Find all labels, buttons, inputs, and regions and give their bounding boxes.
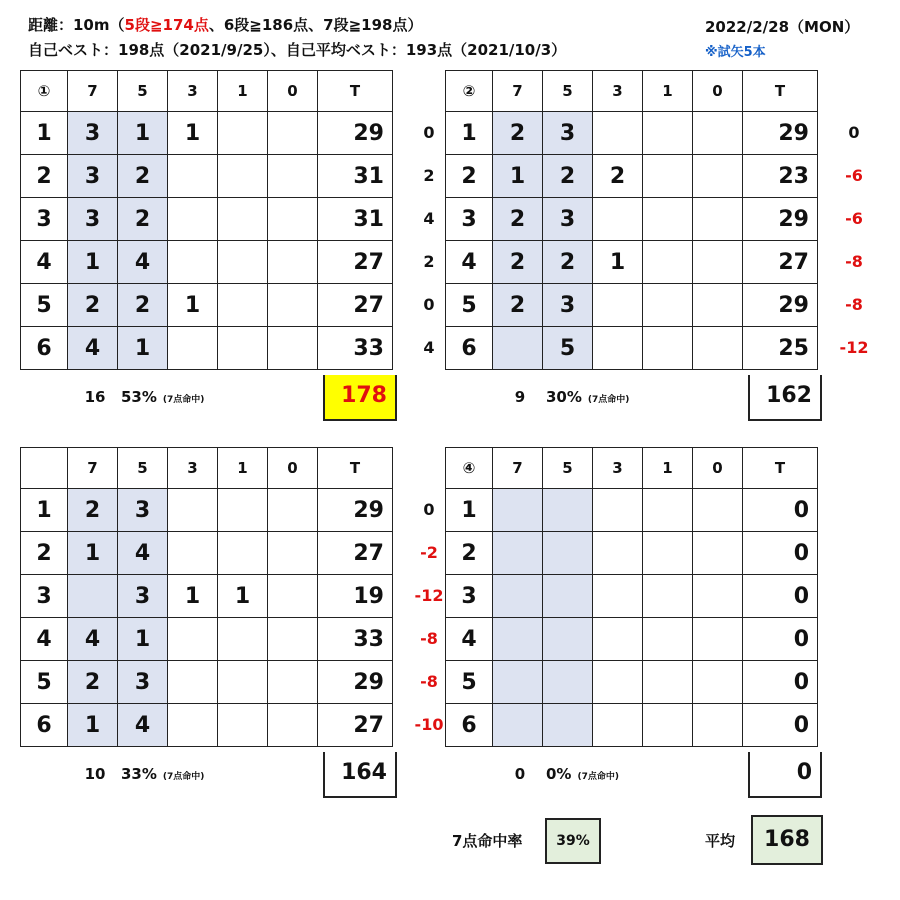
- column-header: 5: [543, 71, 593, 112]
- count-cell: [543, 618, 593, 661]
- table-row: [446, 198, 818, 241]
- header-line1: [28, 14, 422, 35]
- count-cell: [543, 489, 593, 532]
- diff-value: -2: [420, 543, 438, 562]
- average-value: 168: [764, 827, 810, 852]
- table-row: [446, 661, 818, 704]
- diff-value: 4: [423, 209, 435, 228]
- end-number: 4: [21, 618, 68, 661]
- diff-value: -6: [845, 209, 863, 228]
- end-total: 27: [318, 704, 393, 747]
- count-cell: 4: [68, 618, 118, 661]
- table-row: [446, 241, 818, 284]
- count-cell: [693, 112, 743, 155]
- count-cell: [268, 704, 318, 747]
- rate-note: (7点命中): [587, 395, 630, 405]
- end-total: 29: [318, 112, 393, 155]
- count-cell: [268, 661, 318, 704]
- table-row: [21, 327, 393, 370]
- count-cell: 5: [543, 327, 593, 370]
- column-header: 5: [118, 71, 168, 112]
- count-cell: [168, 241, 218, 284]
- column-header: T: [318, 448, 393, 489]
- count-cell: 4: [118, 704, 168, 747]
- end-total: 27: [318, 284, 393, 327]
- end-total: 19: [318, 575, 393, 618]
- count-cell: 3: [118, 575, 168, 618]
- count-cell: [593, 618, 643, 661]
- end-total: 29: [743, 284, 818, 327]
- count-cell: [643, 489, 693, 532]
- count-cell: 1: [218, 575, 268, 618]
- count-cell: [643, 155, 693, 198]
- seven-count: 16: [84, 388, 106, 406]
- rate-note: (7点命中): [577, 772, 619, 782]
- seven-rate-label: 7点命中率: [452, 832, 523, 850]
- column-header: 0: [268, 71, 318, 112]
- count-cell: [168, 489, 218, 532]
- count-cell: 3: [68, 112, 118, 155]
- end-total: 29: [318, 661, 393, 704]
- rate-note: (7点命中): [162, 395, 205, 405]
- table-row: [446, 284, 818, 327]
- count-cell: [693, 327, 743, 370]
- end-total: 0: [743, 661, 818, 704]
- count-cell: 1: [168, 112, 218, 155]
- table-row: [446, 575, 818, 618]
- column-header: 1: [218, 448, 268, 489]
- count-cell: 1: [118, 112, 168, 155]
- count-cell: 2: [543, 241, 593, 284]
- score-table: [20, 70, 393, 370]
- grade5-threshold: 5段≧174点: [124, 16, 209, 34]
- seven-count: 9: [514, 388, 526, 406]
- count-cell: 2: [493, 241, 543, 284]
- table-row: [21, 575, 393, 618]
- count-cell: 2: [118, 284, 168, 327]
- end-total: 23: [743, 155, 818, 198]
- count-cell: 3: [118, 661, 168, 704]
- count-cell: [218, 112, 268, 155]
- count-cell: 1: [168, 575, 218, 618]
- count-cell: 2: [493, 284, 543, 327]
- end-total: 29: [318, 489, 393, 532]
- count-cell: [168, 532, 218, 575]
- diff-value: 0: [423, 295, 435, 314]
- count-cell: 1: [118, 618, 168, 661]
- count-cell: [218, 704, 268, 747]
- count-cell: 4: [118, 241, 168, 284]
- grand-total: 178: [323, 375, 397, 421]
- rate-note: (7点命中): [162, 772, 205, 782]
- end-number: 6: [21, 704, 68, 747]
- table-row: [446, 155, 818, 198]
- count-cell: [643, 575, 693, 618]
- column-header: 7: [493, 448, 543, 489]
- count-cell: [218, 532, 268, 575]
- end-number: 3: [446, 198, 493, 241]
- column-header: 7: [493, 71, 543, 112]
- count-cell: [693, 155, 743, 198]
- diff-value: 0: [423, 500, 435, 519]
- count-cell: [643, 618, 693, 661]
- column-header: 1: [643, 448, 693, 489]
- end-number: 6: [446, 327, 493, 370]
- count-cell: 1: [493, 155, 543, 198]
- column-header: 0: [268, 448, 318, 489]
- date-text: 2022/2/28（MON）: [705, 18, 860, 36]
- count-cell: [493, 704, 543, 747]
- count-cell: [68, 575, 118, 618]
- count-cell: 3: [543, 284, 593, 327]
- table-row: [446, 704, 818, 747]
- count-cell: [168, 661, 218, 704]
- count-cell: [593, 284, 643, 327]
- table-row: [21, 241, 393, 284]
- table-row: [21, 112, 393, 155]
- count-cell: [593, 704, 643, 747]
- count-cell: [268, 618, 318, 661]
- diff-value: -8: [845, 252, 863, 271]
- count-cell: [168, 704, 218, 747]
- end-total: 29: [743, 198, 818, 241]
- column-header: 0: [693, 448, 743, 489]
- seven-hit-summary: [75, 765, 204, 783]
- column-header: 3: [168, 448, 218, 489]
- end-number: 3: [21, 575, 68, 618]
- count-cell: 3: [543, 112, 593, 155]
- count-cell: [218, 198, 268, 241]
- end-number: 2: [21, 532, 68, 575]
- count-cell: [493, 532, 543, 575]
- table-row: [21, 198, 393, 241]
- end-total: 0: [743, 618, 818, 661]
- end-number: 2: [446, 532, 493, 575]
- count-cell: 3: [118, 489, 168, 532]
- count-cell: [593, 489, 643, 532]
- diff-value: 2: [423, 166, 435, 185]
- end-number: 5: [21, 661, 68, 704]
- diff-value: 4: [423, 338, 435, 357]
- count-cell: [218, 155, 268, 198]
- end-number: 1: [446, 489, 493, 532]
- table-row: [446, 532, 818, 575]
- end-total: 27: [318, 241, 393, 284]
- count-cell: [643, 241, 693, 284]
- distance-text: 距離：10m（: [28, 16, 125, 34]
- column-header: 3: [593, 71, 643, 112]
- count-cell: [693, 489, 743, 532]
- end-total: 31: [318, 155, 393, 198]
- count-cell: [543, 575, 593, 618]
- end-total: 25: [743, 327, 818, 370]
- table-header-row: [446, 448, 818, 489]
- count-cell: 2: [593, 155, 643, 198]
- count-cell: [643, 284, 693, 327]
- diff-value: -10: [414, 715, 444, 734]
- end-total: 0: [743, 575, 818, 618]
- count-cell: [493, 327, 543, 370]
- count-cell: [593, 327, 643, 370]
- diff-value: 0: [848, 123, 860, 142]
- count-cell: [168, 198, 218, 241]
- end-total: 29: [743, 112, 818, 155]
- count-cell: [268, 575, 318, 618]
- count-cell: [693, 575, 743, 618]
- seven-rate-box: [545, 818, 601, 864]
- column-header: 7: [68, 448, 118, 489]
- end-number: 2: [21, 155, 68, 198]
- end-number: 4: [446, 618, 493, 661]
- seven-rate: 53%: [121, 388, 157, 406]
- count-cell: [593, 575, 643, 618]
- count-cell: [268, 327, 318, 370]
- seven-rate: 33%: [121, 765, 157, 783]
- table-row: [21, 661, 393, 704]
- grand-total: 164: [323, 752, 397, 798]
- header-line2: 自己ベスト：198点（2021/9/25）、自己平均ベスト：193点（2021/10/3）: [28, 41, 567, 59]
- end-number: 1: [21, 489, 68, 532]
- round-label: [21, 448, 68, 489]
- average-label: 平均: [705, 832, 736, 850]
- end-total: 0: [743, 489, 818, 532]
- count-cell: [168, 327, 218, 370]
- count-cell: [593, 532, 643, 575]
- count-cell: [593, 112, 643, 155]
- count-cell: [643, 327, 693, 370]
- count-cell: [543, 704, 593, 747]
- count-cell: [493, 661, 543, 704]
- count-cell: 4: [118, 532, 168, 575]
- diff-value: -8: [845, 295, 863, 314]
- seven-rate: 0%: [546, 765, 572, 783]
- diff-value: -6: [845, 166, 863, 185]
- column-header: T: [318, 71, 393, 112]
- table-row: [446, 618, 818, 661]
- column-header: T: [743, 71, 818, 112]
- count-cell: 2: [493, 198, 543, 241]
- count-cell: [643, 532, 693, 575]
- count-cell: [218, 241, 268, 284]
- count-cell: 2: [118, 198, 168, 241]
- seven-hit-summary: [75, 388, 204, 406]
- end-total: 0: [743, 532, 818, 575]
- count-cell: [643, 112, 693, 155]
- end-number: 2: [446, 155, 493, 198]
- seven-count: 0: [514, 765, 526, 783]
- count-cell: [543, 661, 593, 704]
- column-header: 1: [643, 71, 693, 112]
- round-label: ②: [446, 71, 493, 112]
- end-number: 1: [446, 112, 493, 155]
- count-cell: [593, 198, 643, 241]
- end-number: 4: [446, 241, 493, 284]
- diff-value: 0: [423, 123, 435, 142]
- count-cell: 2: [543, 155, 593, 198]
- round-label: ①: [21, 71, 68, 112]
- table-row: [446, 327, 818, 370]
- column-header: 0: [693, 71, 743, 112]
- table-row: [21, 532, 393, 575]
- end-total: 27: [743, 241, 818, 284]
- count-cell: [168, 155, 218, 198]
- score-table: [445, 447, 818, 747]
- table-header-row: [21, 448, 393, 489]
- count-cell: [218, 489, 268, 532]
- end-number: 5: [446, 284, 493, 327]
- table-row: [21, 489, 393, 532]
- end-number: 6: [446, 704, 493, 747]
- count-cell: [643, 704, 693, 747]
- end-number: 5: [21, 284, 68, 327]
- count-cell: 1: [68, 532, 118, 575]
- diff-value: -12: [414, 586, 444, 605]
- diff-value: 2: [423, 252, 435, 271]
- count-cell: 3: [68, 155, 118, 198]
- end-number: 3: [446, 575, 493, 618]
- count-cell: [168, 618, 218, 661]
- count-cell: [643, 661, 693, 704]
- score-table: [20, 447, 393, 747]
- score-table: [445, 70, 818, 370]
- count-cell: 4: [68, 327, 118, 370]
- count-cell: 2: [68, 284, 118, 327]
- column-header: 3: [593, 448, 643, 489]
- count-cell: [268, 241, 318, 284]
- end-number: 5: [446, 661, 493, 704]
- count-cell: [218, 284, 268, 327]
- count-cell: [693, 618, 743, 661]
- column-header: 1: [218, 71, 268, 112]
- end-total: 0: [743, 704, 818, 747]
- end-total: 33: [318, 327, 393, 370]
- column-header: 7: [68, 71, 118, 112]
- end-total: 27: [318, 532, 393, 575]
- count-cell: [643, 198, 693, 241]
- diff-value: -12: [839, 338, 869, 357]
- table-row: [21, 284, 393, 327]
- end-number: 3: [21, 198, 68, 241]
- count-cell: [543, 532, 593, 575]
- table-row: [21, 155, 393, 198]
- diff-value: -8: [420, 629, 438, 648]
- count-cell: [218, 661, 268, 704]
- round-label: ④: [446, 448, 493, 489]
- count-cell: [693, 284, 743, 327]
- count-cell: 3: [68, 198, 118, 241]
- count-cell: [693, 532, 743, 575]
- seven-count: 10: [84, 765, 106, 783]
- table-row: [446, 489, 818, 532]
- count-cell: [693, 241, 743, 284]
- column-header: T: [743, 448, 818, 489]
- count-cell: 2: [118, 155, 168, 198]
- count-cell: 1: [68, 704, 118, 747]
- column-header: 5: [118, 448, 168, 489]
- trial-note: ※試矢5本: [705, 45, 766, 60]
- count-cell: [218, 327, 268, 370]
- count-cell: 2: [68, 489, 118, 532]
- count-cell: 3: [543, 198, 593, 241]
- column-header: 5: [543, 448, 593, 489]
- count-cell: [693, 661, 743, 704]
- count-cell: 1: [593, 241, 643, 284]
- count-cell: [268, 284, 318, 327]
- table-header-row: [21, 71, 393, 112]
- seven-rate-value: 39%: [556, 833, 590, 849]
- count-cell: [593, 661, 643, 704]
- count-cell: 1: [68, 241, 118, 284]
- count-cell: [268, 532, 318, 575]
- end-number: 1: [21, 112, 68, 155]
- seven-hit-summary: [500, 765, 619, 783]
- seven-hit-summary: [500, 388, 629, 406]
- grand-total: 162: [748, 375, 822, 421]
- count-cell: [493, 575, 543, 618]
- count-cell: [218, 618, 268, 661]
- column-header: 3: [168, 71, 218, 112]
- average-box: [751, 815, 823, 865]
- count-cell: 2: [493, 112, 543, 155]
- end-number: 6: [21, 327, 68, 370]
- end-total: 31: [318, 198, 393, 241]
- count-cell: [693, 704, 743, 747]
- count-cell: [268, 112, 318, 155]
- count-cell: 1: [118, 327, 168, 370]
- diff-value: -8: [420, 672, 438, 691]
- count-cell: 2: [68, 661, 118, 704]
- grade-thresholds: 、6段≧186点、7段≧198点）: [208, 16, 423, 34]
- table-row: [446, 112, 818, 155]
- grand-total: 0: [748, 752, 822, 798]
- table-header-row: [446, 71, 818, 112]
- count-cell: [268, 489, 318, 532]
- count-cell: [493, 489, 543, 532]
- count-cell: [268, 155, 318, 198]
- count-cell: [268, 198, 318, 241]
- table-row: [21, 618, 393, 661]
- seven-rate: 30%: [546, 388, 582, 406]
- table-row: [21, 704, 393, 747]
- count-cell: 1: [168, 284, 218, 327]
- count-cell: [493, 618, 543, 661]
- end-total: 33: [318, 618, 393, 661]
- end-number: 4: [21, 241, 68, 284]
- count-cell: [693, 198, 743, 241]
